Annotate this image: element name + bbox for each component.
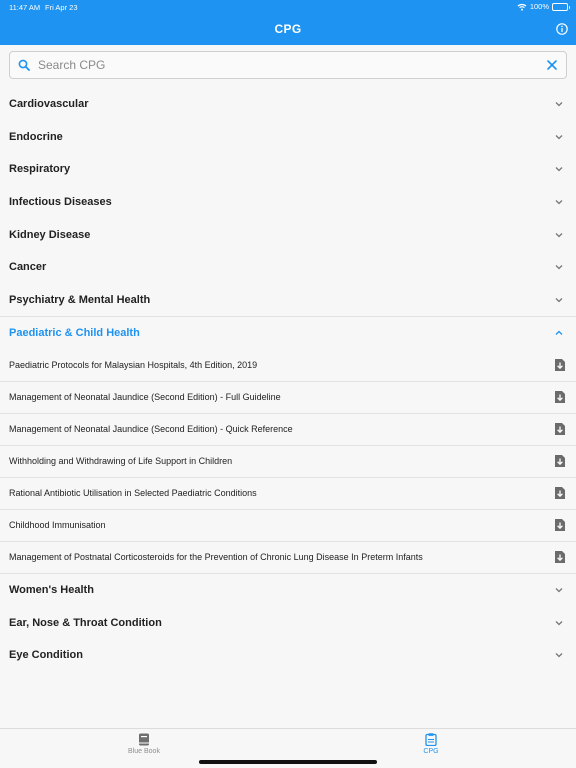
category-paediatric-child-health[interactable] bbox=[0, 317, 576, 350]
category-label: Cancer bbox=[9, 261, 47, 274]
chevron-down-icon bbox=[554, 585, 564, 595]
chevron-up-icon bbox=[554, 328, 564, 338]
category-label: Women's Health bbox=[9, 584, 94, 597]
search-icon bbox=[18, 59, 30, 71]
cpg-category-list bbox=[0, 88, 576, 672]
download-icon[interactable] bbox=[554, 518, 566, 532]
category-label: Psychiatry & Mental Health bbox=[9, 293, 151, 306]
category-label: Cardiovascular bbox=[9, 98, 89, 111]
page-title: CPG bbox=[274, 22, 302, 36]
chevron-down-icon bbox=[554, 230, 564, 240]
guideline-item[interactable] bbox=[0, 542, 576, 574]
guideline-title: Management of Neonatal Jaundice (Second Edition) - Quick Reference bbox=[9, 424, 293, 435]
category-label: Eye Condition bbox=[9, 649, 83, 662]
category-respiratory[interactable] bbox=[0, 153, 576, 186]
battery-percent: 100% bbox=[529, 2, 549, 11]
status-indicators bbox=[517, 2, 568, 11]
category-infectious-diseases[interactable] bbox=[0, 186, 576, 219]
info-icon[interactable] bbox=[556, 23, 568, 35]
download-icon[interactable] bbox=[554, 454, 566, 468]
category-endocrine[interactable] bbox=[0, 121, 576, 154]
guideline-item[interactable] bbox=[0, 350, 576, 382]
download-icon[interactable] bbox=[554, 422, 566, 436]
chevron-down-icon bbox=[554, 99, 564, 109]
guideline-item[interactable] bbox=[0, 446, 576, 478]
chevron-down-icon bbox=[554, 164, 564, 174]
book-icon bbox=[138, 733, 150, 746]
wifi-icon bbox=[517, 3, 527, 11]
category-label: Ear, Nose & Throat Condition bbox=[9, 616, 162, 629]
download-icon[interactable] bbox=[554, 358, 566, 372]
tab-label: CPG bbox=[423, 748, 439, 755]
chevron-down-icon bbox=[554, 132, 564, 142]
battery-icon bbox=[552, 3, 568, 11]
chevron-down-icon bbox=[554, 618, 564, 628]
status-time: 11:47 AM bbox=[9, 3, 41, 12]
status-date: Fri Apr 23 bbox=[45, 3, 78, 12]
category-label: Respiratory bbox=[9, 163, 71, 176]
guideline-item[interactable] bbox=[0, 510, 576, 542]
clear-icon[interactable] bbox=[546, 59, 558, 71]
guideline-item[interactable] bbox=[0, 414, 576, 446]
category-cancer[interactable] bbox=[0, 251, 576, 284]
category-label: Paediatric & Child Health bbox=[9, 327, 140, 340]
category-kidney-disease[interactable] bbox=[0, 218, 576, 251]
category-cardiovascular[interactable] bbox=[0, 88, 576, 121]
app-header bbox=[0, 0, 576, 45]
search-bar bbox=[9, 51, 567, 79]
category-psychiatry-mental-health[interactable] bbox=[0, 284, 576, 317]
chevron-down-icon bbox=[554, 295, 564, 305]
guideline-title: Management of Postnatal Corticosteroids for the Prevention of Chronic Lung Disease In Preterm Infants bbox=[9, 552, 423, 563]
guideline-item[interactable] bbox=[0, 382, 576, 414]
category-label: Kidney Disease bbox=[9, 228, 91, 241]
guideline-title: Withholding and Withdrawing of Life Support in Children bbox=[9, 456, 233, 467]
category-label: Infectious Diseases bbox=[9, 196, 112, 209]
home-indicator bbox=[199, 760, 377, 764]
category-label: Endocrine bbox=[9, 130, 63, 143]
download-icon[interactable] bbox=[554, 390, 566, 404]
chevron-down-icon bbox=[554, 262, 564, 272]
status-bar bbox=[0, 0, 576, 14]
guideline-title: Paediatric Protocols for Malaysian Hospitals, 4th Edition, 2019 bbox=[9, 360, 258, 371]
clipboard-icon bbox=[425, 733, 437, 746]
chevron-down-icon bbox=[554, 650, 564, 660]
tab-blue-book[interactable] bbox=[114, 733, 174, 755]
guideline-item[interactable] bbox=[0, 478, 576, 510]
category-eye-condition[interactable] bbox=[0, 639, 576, 672]
guideline-title: Management of Neonatal Jaundice (Second Edition) - Full Guideline bbox=[9, 392, 281, 403]
category-womens-health[interactable] bbox=[0, 574, 576, 607]
category-ent-condition[interactable] bbox=[0, 606, 576, 639]
download-icon[interactable] bbox=[554, 550, 566, 564]
chevron-down-icon bbox=[554, 197, 564, 207]
guideline-title: Childhood Immunisation bbox=[9, 520, 106, 531]
search-input[interactable] bbox=[38, 58, 546, 72]
tab-cpg[interactable] bbox=[401, 733, 461, 755]
guideline-title: Rational Antibiotic Utilisation in Selected Paediatric Conditions bbox=[9, 488, 257, 499]
download-icon[interactable] bbox=[554, 486, 566, 500]
tab-label: Blue Book bbox=[128, 748, 160, 755]
